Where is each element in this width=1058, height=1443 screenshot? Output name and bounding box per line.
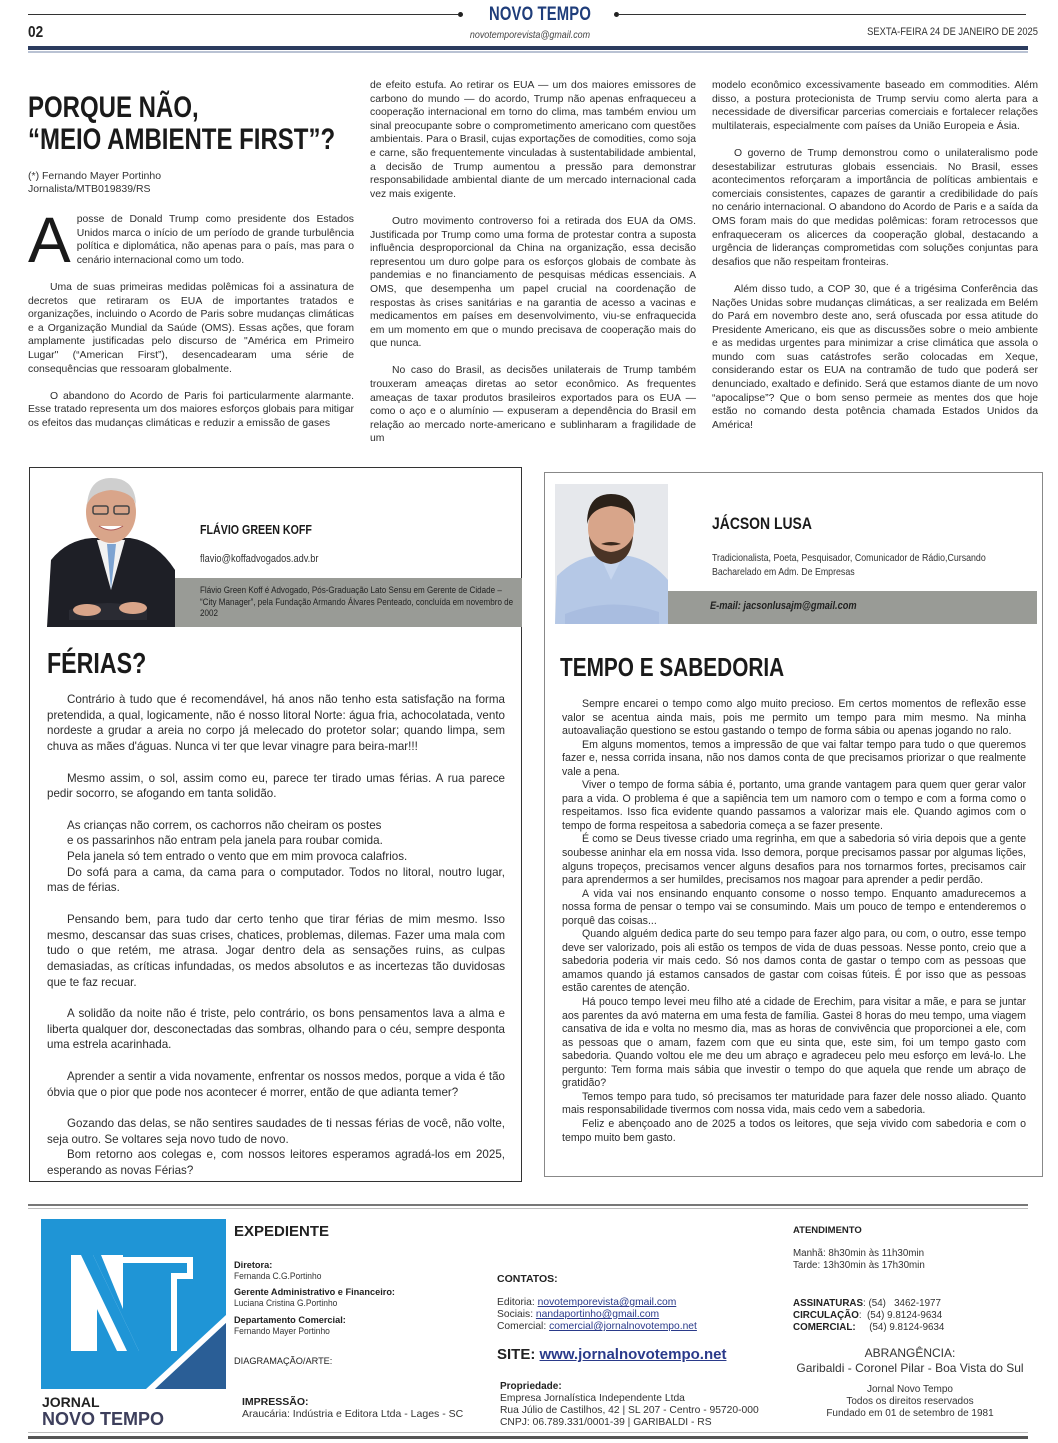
footer-rule-bottom-light — [28, 1432, 1028, 1433]
article-paragraph: O governo de Trump demonstrou como o unilateralismo pode desestabilizar estruturas globais essenciais. No Brasil, esses acontecimentos reforçaram a importância de políticas ambientais e comerciais consistentes, capazes de garantir a credibilidade do país no cenário internacional. O abandono do Acordo de Paris e a saída da OMS foram mais do que medidas polêmicas: foram retrocessos que enfraqueceram os alicerces da cooperação global, destacando a urgência de lideranças comprometidas com soluções conjuntas para desafios que não respeitam fronteiras. — [712, 147, 1038, 268]
column-paragraph: Em alguns momentos, temos a impressão de que vai faltar tempo para tudo o que queremos fazer e, nessa corrida insana, não nos damos conta de que precisamos priorizar o que realmente vale a pena. — [562, 738, 1026, 778]
author-photo-flavio — [47, 470, 175, 627]
portrait-icon — [555, 484, 668, 624]
footer-rule-top — [28, 1204, 1028, 1206]
impressao-label: IMPRESSÃO: — [242, 1396, 309, 1408]
site-line: SITE: www.jornalnovotempo.net — [497, 1346, 727, 1363]
masthead-title: NOVO TEMPO — [488, 4, 592, 25]
column-paragraph: Do sofá para a cama, da cama para o computador. Todos no litoral, noutro lugar, mas de férias. — [47, 865, 505, 895]
role-value: Fernanda C.G.Portinho — [234, 1271, 322, 1281]
logo-text-novo-tempo: NOVO TEMPO — [42, 1409, 165, 1429]
role-label: Diretora: — [234, 1260, 273, 1270]
role-label: DIAGRAMAÇÃO/ARTE: — [234, 1356, 333, 1366]
propriedade-label: Propriedade: — [500, 1381, 562, 1392]
credits-line: Fundado em 01 de setembro de 1981 — [826, 1408, 994, 1419]
column-paragraph: Temos tempo para tudo, só precisamos ter maturidade para fazer dele nosso aliado. Quanto mais responsabilidade tivermos com nossa vida, mais cedo vem a sabedoria. — [562, 1090, 1026, 1117]
column-paragraph: e os passarinhos não entram pela janela para roubar comida. — [67, 834, 383, 848]
drop-cap: A — [28, 204, 71, 276]
article-column-2 — [370, 79, 696, 460]
author-name: FLÁVIO GREEN KOFF — [200, 522, 312, 537]
contact-comercial: Comercial: comercial@jornalnovotempo.net — [497, 1321, 697, 1332]
phone-assinaturas: ASSINATURAS: (54) 3462-1977 — [793, 1298, 941, 1309]
header-bar — [28, 46, 1028, 50]
article-column-3 — [712, 79, 1038, 446]
newspaper-logo — [41, 1219, 226, 1389]
article-paragraph: Outro movimento controverso foi a retirada dos EUA da OMS. Justificada por Trump como uma forma de protestar contra a suposta influência desproporcional da China na organização, essa decisão representou um duro golpe para os esforços globais de combate às pandemias e no financiamento de pesquisas médicas essenciais. A OMS, que desempenha um papel crucial na coordenação de respostas às crises sanitárias e na garantia de acesso a vacinas e medicamentos em países em desenvolvimento, viu-se enfraquecida em um momento em que o mundo precisava de cooperação mais do que nunca. — [370, 215, 696, 350]
column-paragraph: Quando alguém dedica parte do seu tempo para fazer algo para, ou com, o outro, esse tempo deve ser valorizado, pois ali estão os tempos de vida de duas pessoas. Nesse ponto, creio que a sabedoria poderia vir mais cedo. Só nos damos conta de gastar o tempo com as pessoas que amamos quando já estamos cansados de gastar com coisas fúteis. É por isso que as pessoas estão carentes de atenção. — [562, 928, 1026, 995]
footer-rule-bottom — [28, 1436, 1028, 1439]
byline-role: Jornalista/MTB019839/RS — [28, 183, 151, 195]
hours-line: Manhã: 8h30min às 11h30min — [793, 1248, 925, 1259]
contact-email-link[interactable]: novotemporevista@gmail.com — [537, 1297, 677, 1308]
hours-line: Tarde: 13h30min às 17h30min — [793, 1260, 925, 1271]
credits-line: Todos os direitos reservados — [846, 1396, 974, 1407]
atendimento-label: ATENDIMENTO — [793, 1225, 862, 1236]
column-paragraph: A solidão da noite não é triste, pelo contrário, os bons pensamentos lava a alma e liberta qualquer dor, desconectadas das sombras, olhando para o céu, sempre desponta uma estrela acarinhada. — [47, 1007, 505, 1052]
header-bar-light — [28, 51, 1028, 53]
article-title-line1: PORQUE NÃO, — [28, 91, 199, 124]
column-paragraph: As crianças não correm, os cachorros não cheiram os postes — [67, 818, 382, 832]
portrait-icon — [47, 470, 175, 627]
author-photo-jacson — [555, 484, 668, 624]
contact-sociais: Sociais: nandaportinho@gmail.com — [497, 1309, 660, 1320]
credits-line: Jornal Novo Tempo — [867, 1384, 953, 1395]
column-paragraph: A vida vai nos ensinando enquanto consome o nosso tempo. Enquanto amadurecemos a nossa forma de pensar o tempo vai se consumindo. Mais um pouco de tempo e entenderemos o porquê das coisas... — [562, 887, 1026, 927]
propriedade-line: Empresa Jornalística Independente Ltda — [500, 1393, 685, 1404]
article-paragraph: Além disso tudo, a COP 30, que é a trigésima Conferência das Nações Unidas sobre mudanças climáticas, a ser realizada em Belém do Pará em novembro deste ano, será ofuscada por essa atitude do Presidente Americano, eis que as discussões sobre o meio ambiente e as medidas urgentes para minimizar a crise climática que assola o mundo com suas catástrofes serão colocadas em Xeque, considerando estar os EUA na contramão de tudo que poderá ser denunciado, exaltado e definido. Será que estamos diante de um novo “apocalipse”? Que o bom senso permeie as mentes dos que hoje estão no comando desta potência chamada Estados Unidos da América! — [712, 283, 1038, 431]
article-paragraph: de efeito estufa. Ao retirar os EUA — um dos maiores emissores de carbono do mundo — do acordo, Trump não apenas enfraqueceu a cooperação internacional em torno do clima, mas também enviou um sinal preocupante sobre o comprometimento americano com questões ambientais. Para o Brasil, cujas exportações de comodities, como soja e carne, são frequentemente vinculadas à sustentabilidade ambiental, a decisão de Trump aumentou a pressão para demonstrar responsabilidade ambiental diante de um mercado internacional cada vez mais exigente. — [370, 80, 696, 200]
header-email[interactable]: novotemporevista@gmail.com — [469, 29, 591, 41]
article-paragraph: No caso do Brasil, as decisões unilaterais de Trump também trouxeram ameaças diretas ao setor econômico. As frequentes ameaças de taxar produtos brasileiros exportados para os EUA — como o aço e o alumínio — expuseram a dependência do Brasil em relação ao mercado norte-americano e sublinharam a fragilidade de um — [370, 365, 696, 445]
abrangencia-value: Garibaldi - Coronel Pilar - Boa Vista do Sul — [796, 1361, 1024, 1375]
footer-rule-top-light — [28, 1208, 1028, 1209]
article-paragraph: Uma de suas primeiras medidas polêmicas foi a assinatura de decretos que retiraram os EUA de importantes tratados e organizações, incluindo o Acordo de Paris sobre mudanças climáticas e a Organização Mundial da Saúde (OMS). Essas ações, que foram amplamente justificadas pelo discurso de "América em Primeiro Lugar" (“American First”), desencadearam uma série de consequências que ressoaram globalmente. — [28, 281, 354, 375]
issue-date: SEXTA-FEIRA 24 DE JANEIRO DE 2025 — [867, 26, 1038, 38]
column-body-right — [562, 698, 1026, 1145]
page-number: 02 — [28, 24, 44, 41]
column-paragraph: Sempre encarei o tempo como algo muito precioso. Em certos momentos de reflexão esse valor se acentua ainda mais, pois me permito um tempo para mim mesmo. Na minha autoavaliação questiono se estou gastando o tempo de forma sábia ou apenas jogando no ralo. — [562, 698, 1026, 738]
article-title-line2: “MEIO AMBIENTE FIRST”? — [28, 123, 336, 156]
column-paragraph: Pela janela só tem entrado o vento que em mim provoca calafrios. — [67, 850, 408, 863]
column-paragraph: Bom retorno aos colegas e, com nossos leitores esperamos agradá-los em 2025, esperando as novas Férias? — [47, 1148, 505, 1177]
propriedade-line: Rua Júlio de Castilhos, 42 | SL 207 - Centro - 95720-000 — [500, 1405, 759, 1416]
column-body-left — [47, 692, 505, 1179]
phone-comercial: COMERCIAL: (54) 9.8124-9634 — [793, 1322, 945, 1333]
column-paragraph: É como se Deus tivesse criado uma regrinha, em que a sabedoria só viria depois que a gente soubesse aninhar ela em nossa vida. Isso demora, porque precisamos passar por algumas lições, alguns tropeços, precisamos vencer alguns desafios para nos tornarmos fortes, precisamos cair para aprendermos a ser humildes, precisamos nos magoar para aprender a pedir perdão. — [562, 833, 1026, 887]
author-bio: Tradicionalista, Poeta, Pesquisador, Comunicador de Rádio,Cursando Bacharelado em Adm. De Empresas — [712, 552, 986, 578]
site-link[interactable]: www.jornalnovotempo.net — [539, 1346, 727, 1363]
column-paragraph: Feliz e abençoado ano de 2025 a todos os leitores, que seja vivido com sabedoria e com o tempo muito bem gasto. — [562, 1117, 1026, 1144]
contact-email-link[interactable]: comercial@jornalnovotempo.net — [549, 1321, 697, 1332]
column-paragraph: Gozando das delas, se não sentires saudades de ti nessas férias de você, não volte, seja outro. Se voltares seja novo tudo de novo. — [47, 1116, 505, 1146]
role-label: Gerente Administrativo e Financeiro: — [234, 1287, 395, 1297]
author-email[interactable]: flavio@koffadvogados.adv.br — [200, 553, 319, 565]
contact-editoria: Editoria: novotemporevista@gmail.com — [497, 1297, 677, 1308]
column-paragraph: Há pouco tempo levei meu filho até a cidade de Erechim, para visitar a mãe, e para se juntar aos parentes da avó materna em uma festa de família. Gastei 8 horas do meu tempo, uma viagem cansativa de ida e volta no mesmo dia, mas as horas de convivência que proporcionei a ele, com as pessoas que o amam, fazem com que eu sinta que, este sim, foi um tempo gasto com sabedoria. Quando voltou ele me deu um abraço e agradeceu pelo meu esforço em levá-lo. Lhe pergunto: Tem forma mais sábia que investir o tempo do que aquela que rende um abraço de gratidão? — [562, 996, 1026, 1090]
role-value: Fernando Mayer Portinho — [234, 1326, 330, 1336]
role-value: Luciana Cristina G.Portinho — [234, 1298, 338, 1308]
contact-email-link[interactable]: nandaportinho@gmail.com — [535, 1309, 660, 1320]
article-paragraph: A posse de Donald Trump como presidente dos Estados Unidos marca o início de um período de grande turbulência política e diplomática, não apenas para o país, mas para o cenário internacional como um todo. — [28, 204, 354, 276]
header-dot-left — [458, 12, 463, 17]
phone-circulacao: CIRCULAÇÃO: (54) 9.8124-9634 — [793, 1310, 943, 1321]
article-paragraph: modelo econômico excessivamente baseado em commodities. Além disso, a postura protecionista de Trump serviu como alerta para a necessidade de diversificar parcerias comerciais e fortalecer relações multilaterais, especialmente com países da União Europeia e Ásia. — [712, 80, 1038, 132]
author-email[interactable]: E-mail: jacsonlusajm@gmail.com — [710, 600, 857, 612]
propriedade-line: CNPJ: 06.789.331/0001-39 | GARIBALDI - RS — [500, 1417, 712, 1428]
contatos-label: CONTATOS: — [497, 1273, 558, 1285]
impressao-value: Araucária: Indústria e Editora Ltda - Lages - SC — [242, 1408, 464, 1420]
article-title — [28, 91, 336, 156]
role-label: Departamento Comercial: — [234, 1315, 346, 1325]
column-paragraph: Contrário à tudo que é recomendável, há anos não tenho esta satisfação na forma pretendida, a qual, logicamente, não é nosso litoral Norte: água fria, achocolatada, vento nordeste a grudar a areia no corpo já melecado do protetor solar; quando limpa, sem chuva as mães d'águas. Nunca vi ter que levar vinagre para beira-mar!!! — [47, 693, 505, 754]
column-paragraph: Mesmo assim, o sol, assim como eu, parece ter tirado umas férias. A rua parece pedir socorro, se afogando em tanta solidão. — [47, 771, 505, 801]
header-rule-left — [28, 14, 458, 15]
nt-logo-icon — [41, 1219, 226, 1389]
header-rule-right — [618, 14, 1026, 15]
article-column-1 — [28, 204, 354, 444]
author-bio: Flávio Green Koff é Advogado, Pós-Graduação Lato Sensu em Gerente de Cidade – “City Manager”, pela Fundação Armando Álvares Penteado, concluída em novembro de 2002 — [200, 585, 514, 620]
expediente-title: EXPEDIENTE — [234, 1223, 330, 1240]
byline-name: (*) Fernando Mayer Portinho — [28, 170, 162, 182]
column-title: TEMPO E SABEDORIA — [560, 652, 785, 682]
column-paragraph: Aprender a sentir a vida novamente, enfrentar os nossos medos, porque a vida é tão óbvia que o pior que pode nos acontecer é morrer, então de que adianta temer? — [47, 1069, 505, 1099]
column-paragraph: Viver o tempo de forma sábia é, portanto, uma grande vantagem para quem quer gerar valor para a vida. O problema é que a sapiência tem um namoro com o tempo e com a forma como o respeitamos. Isso fica evidente quando passamos a valorizar mais ele. Quando agimos com o tempo de forma respeitosa a sabedoria começa a se fazer presente. — [562, 779, 1026, 832]
logo-text-jornal: JORNAL — [42, 1394, 100, 1410]
author-name: JÁCSON LUSA — [712, 514, 812, 533]
column-paragraph: Pensando bem, para tudo dar certo tenho que tirar férias de mim mesmo. Isso mesmo, descansar das suas crises, chatices, problemas, dilemas. Fazer uma mala com tudo o que retém, me atrasa. Jogar dentro dela as sensações ruins, as culpas demasiadas, as críticas infundadas, os medos absolutos e as incertezas tão duvidosas que te faz recuar. — [47, 912, 505, 989]
article-byline — [28, 170, 161, 196]
column-title: FÉRIAS? — [47, 648, 147, 680]
abrangencia-label: ABRANGÊNCIA: — [864, 1346, 956, 1360]
article-paragraph: O abandono do Acordo de Paris foi particularmente alarmante. Esse tratado representa um dos maiores esforços globais para mitigar os efeitos das mudanças climáticas e reduzir a emissão de gases — [28, 390, 354, 429]
